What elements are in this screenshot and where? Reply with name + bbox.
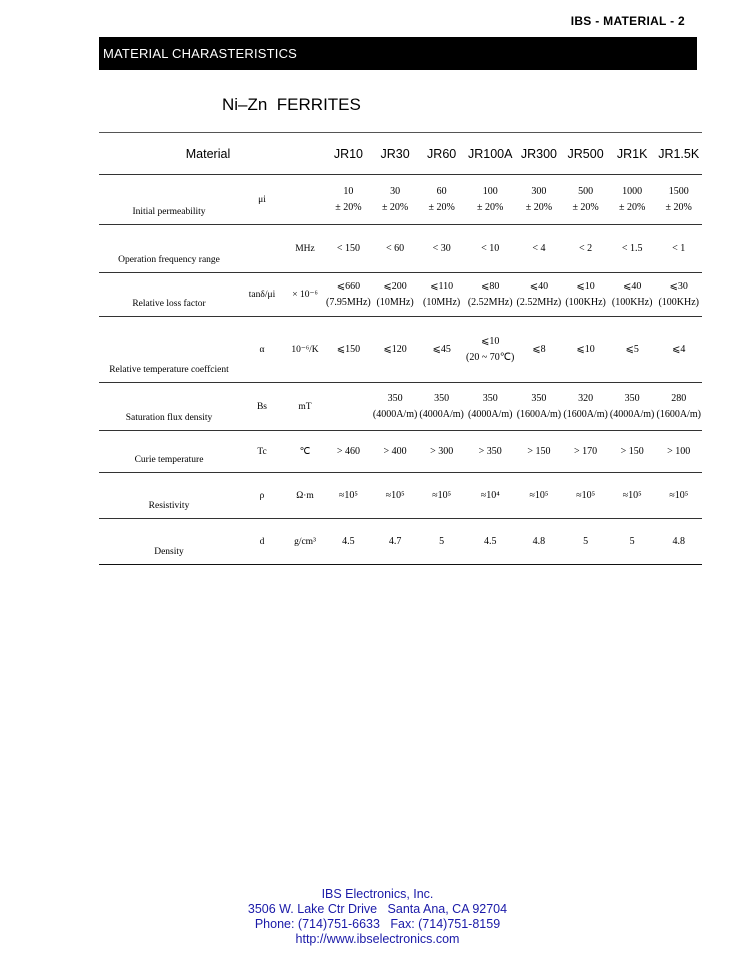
value-cell — [465, 175, 516, 225]
page-subtitle: Ni–Zn FERRITES — [222, 95, 361, 114]
value-main: 5 — [583, 536, 589, 547]
value-main: 60 — [436, 186, 447, 197]
value-main: ≈10⁵ — [576, 490, 596, 501]
property-symbol: Tc — [239, 431, 285, 473]
value-main: ⩽45 — [432, 344, 451, 355]
value-cell — [609, 225, 656, 273]
material-column-header: JR1K — [616, 147, 648, 161]
value-cell — [609, 383, 656, 431]
value-cell — [655, 175, 702, 225]
value-condition: (1600A/m) — [516, 409, 562, 420]
section-title-bar: MATERIAL CHARASTERISTICS — [99, 37, 697, 70]
value-main: ⩽80 — [481, 281, 500, 292]
value-main: < 1.5 — [621, 243, 643, 254]
value-main: 320 — [578, 393, 594, 404]
property-unit: Ω·m — [285, 473, 325, 519]
value-main: 280 — [671, 393, 687, 404]
material-column-header: JR300 — [520, 147, 557, 161]
value-main: ≈10⁵ — [385, 490, 405, 501]
property-name: Density — [99, 519, 239, 565]
value-cell — [325, 383, 372, 431]
value-condition: (100KHz) — [565, 297, 606, 308]
value-condition: (4000A/m) — [419, 409, 464, 420]
material-column-header: JR500 — [567, 147, 604, 161]
table-top-rule — [99, 132, 702, 133]
value-cell — [372, 273, 419, 317]
value-cell — [372, 383, 419, 431]
property-name: Resistivity — [99, 473, 239, 519]
value-cell — [655, 225, 702, 273]
table-row — [99, 317, 702, 383]
table-row — [99, 431, 702, 473]
value-main: < 60 — [386, 243, 405, 254]
value-main: ⩽660 — [336, 281, 361, 292]
value-cell — [516, 175, 563, 225]
value-main: ⩽4 — [672, 344, 686, 355]
value-cell — [418, 225, 465, 273]
property-name: Saturation flux density — [99, 383, 239, 431]
material-column-header: JR30 — [380, 147, 410, 161]
value-main: > 150 — [527, 446, 551, 457]
value-main: 4.8 — [532, 536, 546, 547]
material-column-header: JR1.5K — [658, 147, 700, 161]
value-cell — [562, 175, 609, 225]
value-main: 5 — [439, 536, 445, 547]
value-cell — [372, 225, 419, 273]
value-main: < 10 — [481, 243, 500, 254]
value-cell — [372, 431, 419, 473]
value-main: ⩽10 — [576, 344, 595, 355]
property-symbol: μi — [239, 175, 285, 225]
material-spec-table — [99, 134, 702, 565]
value-cell — [325, 519, 372, 565]
value-cell — [655, 519, 702, 565]
value-cell — [372, 175, 419, 225]
value-main: > 300 — [430, 446, 454, 457]
value-cell — [516, 317, 563, 383]
value-cell — [325, 273, 372, 317]
value-cell — [325, 473, 372, 519]
value-cell — [562, 431, 609, 473]
value-main: ⩽30 — [669, 281, 688, 292]
property-symbol: α — [239, 317, 285, 383]
value-cell — [372, 519, 419, 565]
value-condition: (1600A/m) — [656, 409, 701, 420]
table-row — [99, 175, 702, 225]
value-main: 100 — [482, 186, 498, 197]
footer-phone: Phone: (714)751-6633 Fax: (714)751-8159 — [254, 917, 501, 931]
value-main: 350 — [482, 393, 498, 404]
value-cell — [655, 383, 702, 431]
footer-url[interactable]: http://www.ibselectronics.com — [295, 932, 460, 946]
value-main: 10 — [343, 186, 354, 197]
value-condition: ± 20% — [665, 202, 692, 213]
value-cell — [372, 473, 419, 519]
value-cell — [465, 317, 516, 383]
property-unit — [285, 175, 325, 225]
value-condition: (100KHz) — [611, 297, 653, 308]
value-cell — [562, 383, 609, 431]
property-unit: MHz — [285, 225, 325, 273]
value-cell — [418, 175, 465, 225]
footer-address: 3506 W. Lake Ctr Drive Santa Ana, CA 92704 — [247, 902, 508, 916]
material-header-label: Material — [185, 147, 231, 161]
value-main: 350 — [434, 393, 450, 404]
value-cell — [516, 519, 563, 565]
value-cell — [609, 175, 656, 225]
value-main: 1500 — [668, 186, 689, 197]
value-cell — [465, 383, 516, 431]
material-column-header: JR60 — [427, 147, 457, 161]
value-cell — [465, 273, 516, 317]
value-main: > 350 — [478, 446, 502, 457]
material-column-header: JR100A — [467, 147, 513, 161]
value-main: ⩽150 — [336, 344, 361, 355]
value-main: ≈10⁵ — [432, 490, 452, 501]
value-condition: ± 20% — [428, 202, 455, 213]
property-unit: 10⁻⁶/K — [285, 317, 325, 383]
property-unit: ℃ — [285, 431, 325, 473]
value-cell — [562, 473, 609, 519]
value-main: < 150 — [336, 243, 360, 254]
value-cell — [609, 431, 656, 473]
property-name: Relative temperature coeffcient — [99, 317, 239, 383]
value-main: 1000 — [622, 186, 643, 197]
value-condition: ± 20% — [335, 202, 362, 213]
value-cell — [609, 519, 656, 565]
value-main: ⩽110 — [430, 281, 454, 292]
table-row — [99, 383, 702, 431]
value-condition: (1600A/m) — [563, 409, 608, 420]
value-condition: (4000A/m) — [467, 409, 513, 420]
value-cell — [418, 473, 465, 519]
value-cell — [609, 317, 656, 383]
value-main: 350 — [531, 393, 547, 404]
value-cell — [372, 317, 419, 383]
property-name: Operation frequency range — [99, 225, 239, 273]
value-cell — [562, 317, 609, 383]
value-main: 350 — [624, 393, 640, 404]
value-main: 30 — [390, 186, 401, 197]
value-cell — [516, 383, 563, 431]
value-cell — [516, 273, 563, 317]
value-main: < 2 — [579, 243, 593, 254]
value-main: ⩽10 — [576, 281, 595, 292]
value-condition: ± 20% — [525, 202, 553, 213]
value-main: < 30 — [432, 243, 451, 254]
value-condition: (2.52MHz) — [516, 297, 562, 308]
property-name: Initial permeability — [99, 175, 239, 225]
property-symbol: ρ — [239, 473, 285, 519]
value-cell — [609, 273, 656, 317]
value-cell — [325, 175, 372, 225]
value-main: ≈10⁴ — [480, 490, 500, 501]
value-main: 4.5 — [342, 536, 355, 547]
value-main: 4.7 — [388, 536, 402, 547]
value-main: > 460 — [336, 446, 360, 457]
value-condition: (20 ~ 70℃) — [466, 352, 515, 363]
value-main: < 4 — [532, 243, 546, 254]
table-row — [99, 225, 702, 273]
value-main: 350 — [387, 393, 403, 404]
value-condition: (4000A/m) — [372, 409, 418, 420]
value-main: ⩽200 — [383, 281, 407, 292]
value-condition: ± 20% — [477, 202, 504, 213]
value-main: 5 — [629, 536, 635, 547]
property-symbol: Bs — [239, 383, 285, 431]
value-cell — [465, 431, 516, 473]
value-main: > 100 — [667, 446, 691, 457]
property-symbol: tanδ/μi — [239, 273, 285, 317]
value-cell — [516, 225, 563, 273]
value-main: > 150 — [620, 446, 644, 457]
value-main: < 1 — [672, 243, 686, 254]
value-condition: (2.52MHz) — [467, 297, 513, 308]
footer-company: IBS Electronics, Inc. — [321, 887, 434, 901]
value-condition: (10MHz) — [376, 297, 414, 308]
value-main: 300 — [531, 186, 547, 197]
value-main: ⩽40 — [529, 281, 549, 292]
value-main: ⩽5 — [625, 344, 639, 355]
value-cell — [325, 225, 372, 273]
value-cell — [418, 519, 465, 565]
value-cell — [655, 273, 702, 317]
value-main: ≈10⁵ — [669, 490, 689, 501]
value-cell — [325, 431, 372, 473]
value-cell — [655, 431, 702, 473]
value-cell — [465, 519, 516, 565]
value-condition: (10MHz) — [423, 297, 461, 308]
value-main: ⩽8 — [532, 344, 546, 355]
value-main: > 400 — [383, 446, 407, 457]
value-main: 500 — [578, 186, 594, 197]
page-label: IBS - MATERIAL - 2 — [570, 14, 685, 28]
value-condition: ± 20% — [618, 202, 646, 213]
property-unit: g/cm³ — [285, 519, 325, 565]
value-condition: (4000A/m) — [609, 409, 655, 420]
footer-contact — [0, 887, 755, 947]
table-row — [99, 519, 702, 565]
value-condition: (7.95MHz) — [326, 297, 371, 308]
table-header-row — [99, 134, 702, 175]
property-name: Curie temperature — [99, 431, 239, 473]
value-main: ≈10⁵ — [622, 490, 642, 501]
table-row — [99, 473, 702, 519]
property-name: Relative loss factor — [99, 273, 239, 317]
value-main: ⩽120 — [383, 344, 407, 355]
value-cell — [655, 473, 702, 519]
value-cell — [562, 519, 609, 565]
value-cell — [609, 473, 656, 519]
value-main: 4.5 — [483, 536, 497, 547]
value-main: ⩽40 — [622, 281, 642, 292]
value-cell — [418, 431, 465, 473]
value-main: ⩽10 — [481, 336, 500, 347]
value-main: > 170 — [574, 446, 598, 457]
property-symbol: d — [239, 519, 285, 565]
value-cell — [562, 225, 609, 273]
value-cell — [516, 431, 563, 473]
value-main: ≈10⁵ — [529, 490, 549, 501]
value-condition: ± 20% — [572, 202, 599, 213]
value-cell — [418, 273, 465, 317]
value-condition: (100KHz) — [658, 297, 699, 308]
value-main: 4.8 — [672, 536, 685, 547]
value-cell — [465, 225, 516, 273]
property-symbol — [239, 225, 285, 273]
value-cell — [465, 473, 516, 519]
value-cell — [562, 273, 609, 317]
value-main: ≈10⁵ — [338, 490, 358, 501]
value-cell — [418, 383, 465, 431]
value-cell — [418, 317, 465, 383]
value-cell — [516, 473, 563, 519]
value-cell — [655, 317, 702, 383]
value-condition: ± 20% — [381, 202, 409, 213]
table-row — [99, 273, 702, 317]
value-cell — [325, 317, 372, 383]
material-column-header: JR10 — [333, 147, 363, 161]
property-unit: × 10⁻⁶ — [285, 273, 325, 317]
property-unit: mT — [285, 383, 325, 431]
